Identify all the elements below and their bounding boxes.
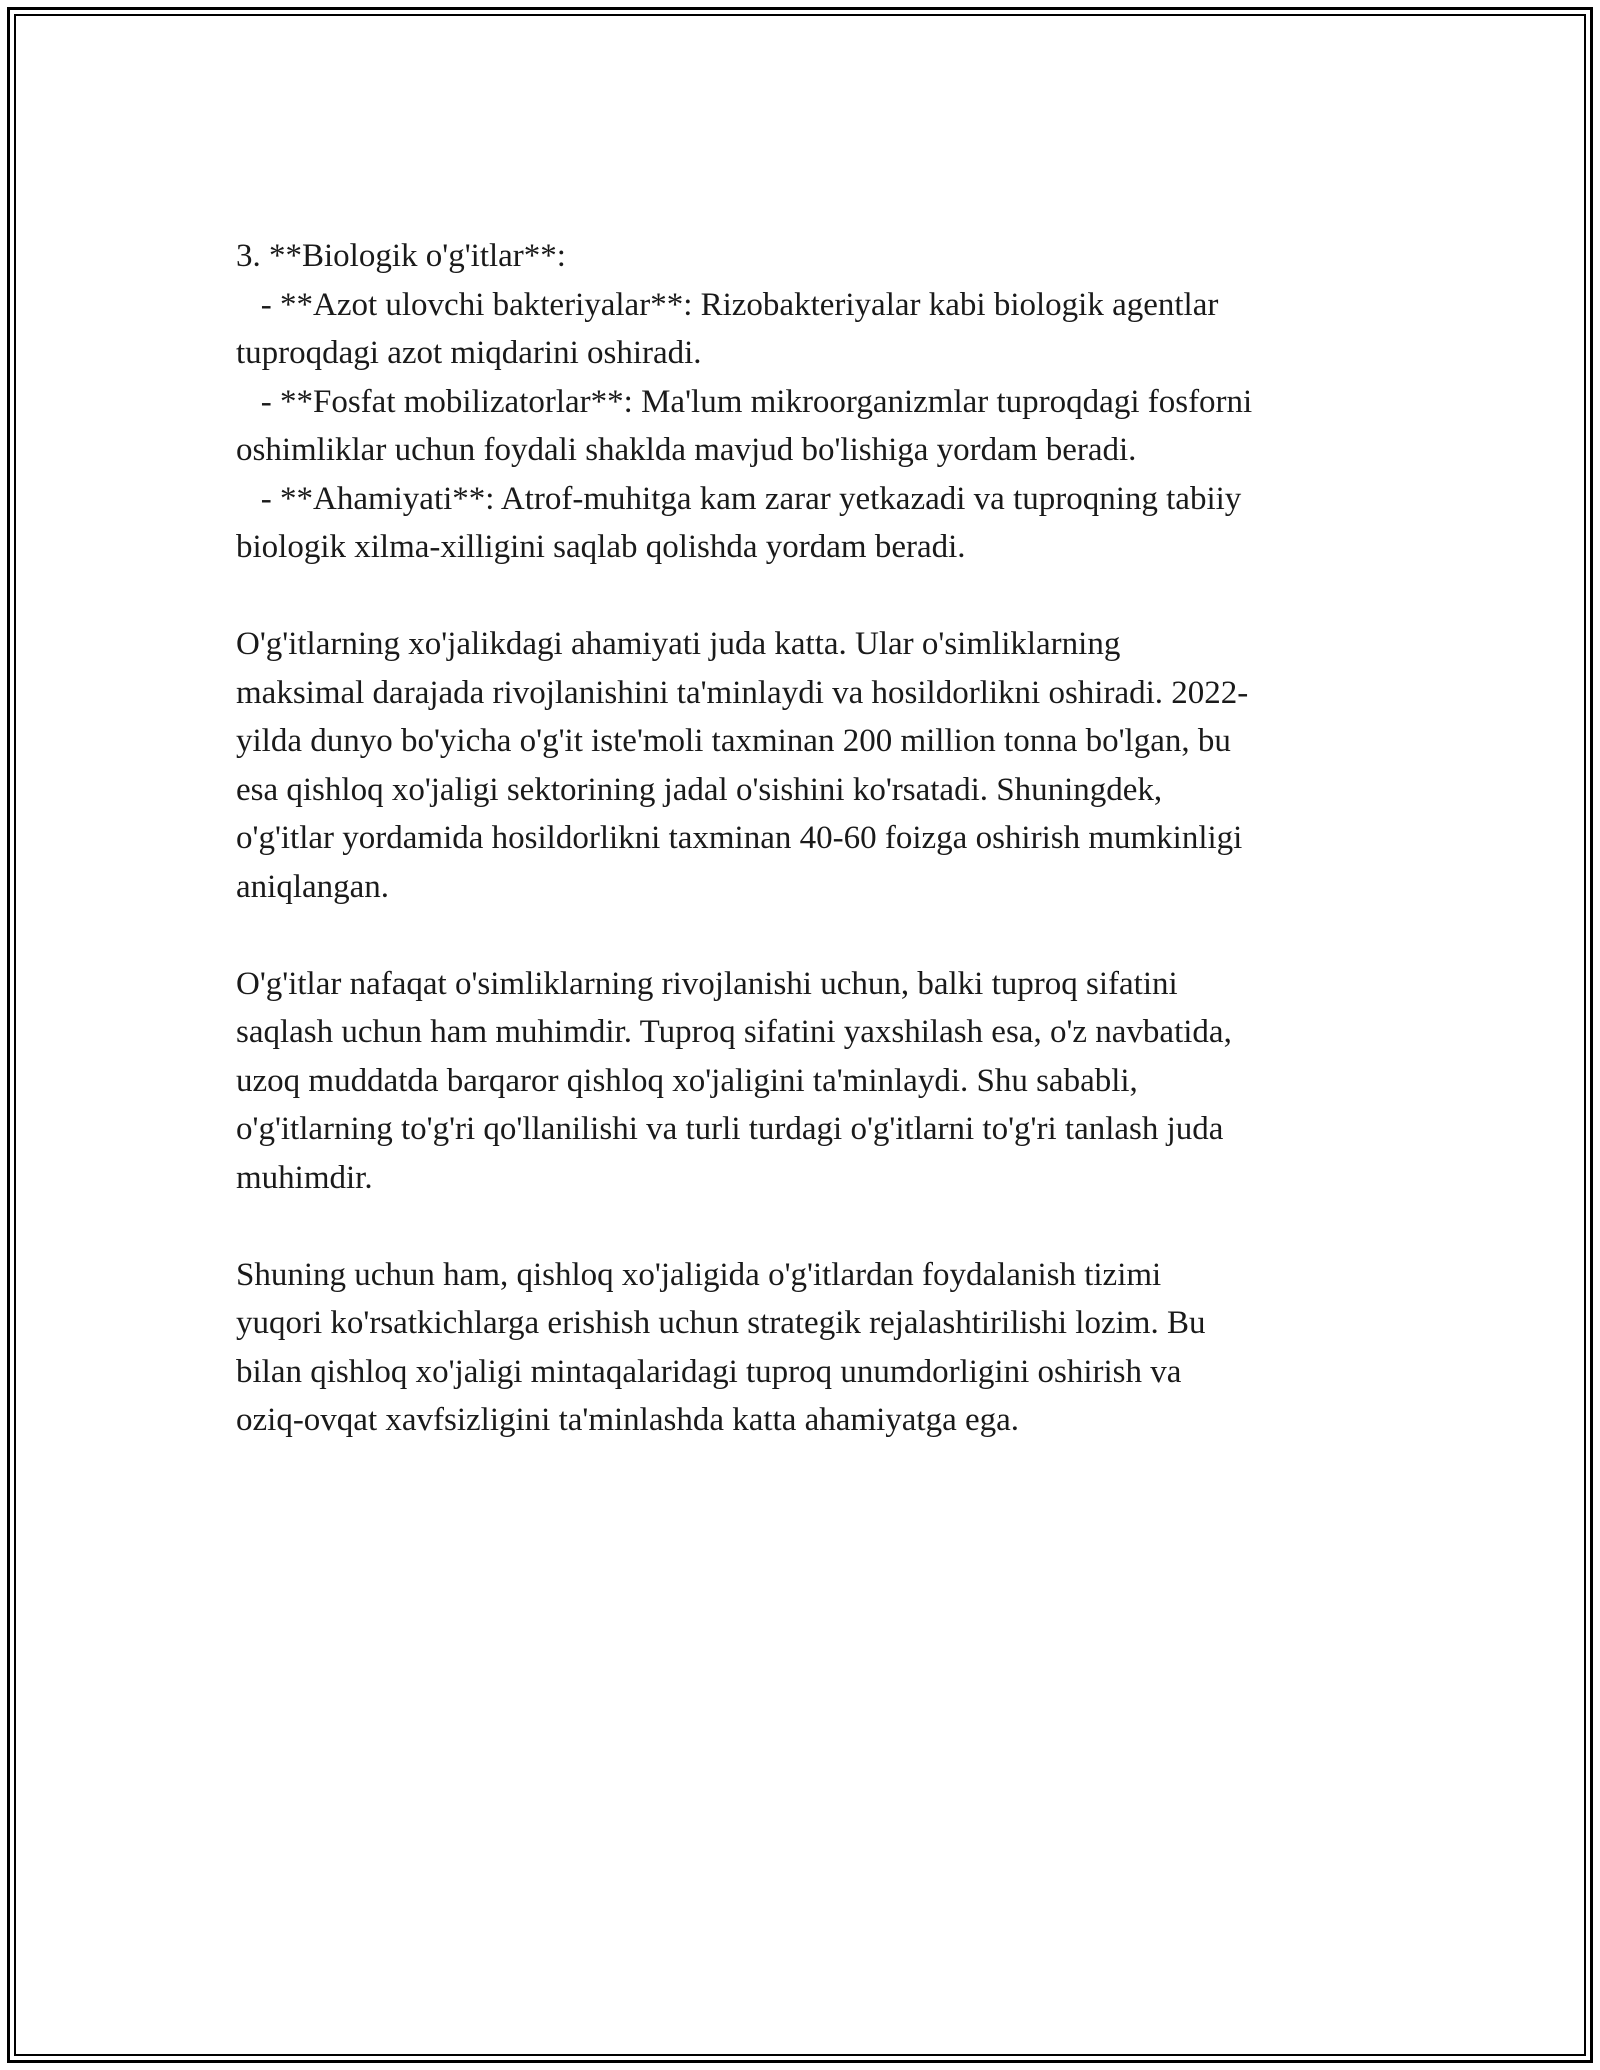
list-item-nitrogen-bacteria: [236, 281, 1366, 378]
list-item-importance: [236, 475, 1366, 572]
paragraph-line: O'g'itlarning xo'jalikdagi ahamiyati juda katta. Ular o'simliklarning: [236, 626, 1121, 662]
paragraph-gap: [236, 911, 1366, 960]
paragraph-conclusion: [236, 1251, 1366, 1445]
paragraph-line: Shuning uchun ham, qishloq xo'jaligida o'g'itlardan foydalanish tizimi: [236, 1256, 1162, 1293]
document-body: [236, 232, 1366, 1445]
section-biologik-fertilizers: [236, 232, 1366, 572]
paragraph-line: o'g'itlarning to'g'ri qo'llanilishi va turli turdagi o'g'itlarni to'g'ri tanlash juda: [236, 1111, 1224, 1147]
section-heading: 3. **Biologik o'g'itlar**:: [236, 238, 566, 274]
list-item-line: tuproqdagi azot miqdarini oshiradi.: [236, 335, 702, 371]
paragraph-line: maksimal darajada rivojlanishini ta'minlaydi va hosildorlikni oshiradi. 2022-: [236, 674, 1249, 711]
list-item-line: - **Ahamiyati**: Atrof-muhitga kam zarar yetkazadi va tuproqning tabiiy: [236, 480, 1242, 517]
paragraph-gap: [236, 572, 1366, 621]
paragraph-soil-quality: [236, 960, 1366, 1203]
list-item-line: oshimliklar uchun foydali shaklda mavjud bo'lishiga yordam beradi.: [236, 432, 1137, 468]
list-item-phosphate-mobilizers: [236, 378, 1366, 475]
paragraph-line: saqlash uchun ham muhimdir. Tuproq sifatini yaxshilash esa, o'z navbatida,: [236, 1014, 1232, 1050]
list-item-line: - **Fosfat mobilizatorlar**: Ma'lum mikroorganizmlar tuproqdagi fosforni: [236, 383, 1253, 420]
paragraph-line: O'g'itlar nafaqat o'simliklarning rivojlanishi uchun, balki tuproq sifatini: [236, 965, 1178, 1002]
paragraph-line: o'g'itlar yordamida hosildorlikni taxminan 40-60 foizga oshirish mumkinligi: [236, 820, 1243, 856]
paragraph-line: muhimdir.: [236, 1159, 373, 1196]
paragraph-line: uzoq muddatda barqaror qishloq xo'jaligini ta'minlaydi. Shu sababli,: [236, 1062, 1138, 1099]
paragraph-line: oziq-ovqat xavfsizligini ta'minlashda katta ahamiyatga ega.: [236, 1402, 1020, 1438]
paragraph-gap: [236, 1202, 1366, 1251]
paragraph-line: bilan qishloq xo'jaligi mintaqalaridagi tuproq unumdorligini oshirish va: [236, 1353, 1182, 1390]
paragraph-fertilizer-importance: [236, 620, 1366, 911]
paragraph-line: yilda dunyo bo'yicha o'g'it iste'moli taxminan 200 million tonna bo'lgan, bu: [236, 723, 1231, 759]
list-item-line: - **Azot ulovchi bakteriyalar**: Rizobakteriyalar kabi biologik agentlar: [236, 286, 1219, 323]
list-item-line: biologik xilma-xilligini saqlab qolishda yordam beradi.: [236, 529, 966, 565]
paragraph-line: aniqlangan.: [236, 868, 390, 905]
paragraph-line: yuqori ko'rsatkichlarga erishish uchun strategik rejalashtirilishi lozim. Bu: [236, 1305, 1206, 1341]
paragraph-line: esa qishloq xo'jaligi sektorining jadal o'sishini ko'rsatadi. Shuningdek,: [236, 771, 1163, 808]
